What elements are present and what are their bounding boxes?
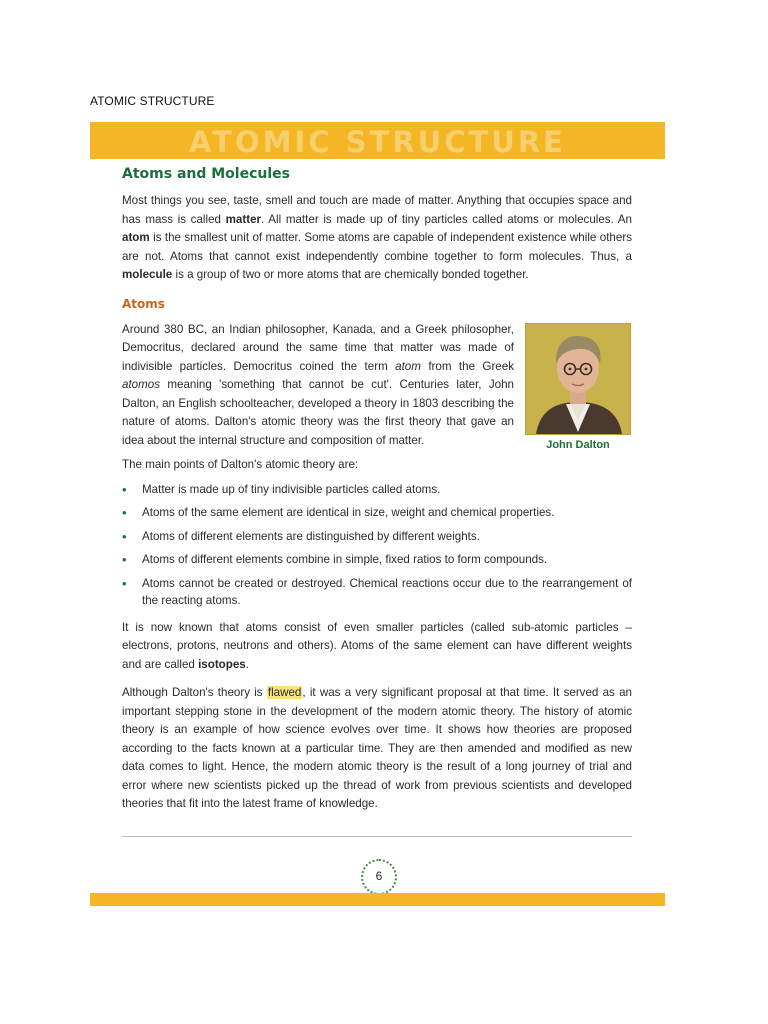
atoms-heading: Atoms [122,296,165,311]
text-run: . [245,657,249,671]
page-number-badge [361,859,397,895]
text-run: is a group of two or more atoms that are chemically bonded together. [172,268,529,281]
dalton-portrait-image [525,323,631,435]
footer-divider [122,836,632,837]
theory-points-list [122,481,632,609]
highlighted-word: flawed [267,686,302,699]
bold-term: molecule [122,268,173,281]
banner-title: ATOMIC STRUCTURE [189,125,566,159]
intro-paragraph [122,192,632,285]
list-item: • Atoms cannot be created or destroyed. Chemical reactions occur due to the rearrangement of the reacting atoms. [122,575,632,609]
bold-term: atom [122,231,150,244]
title-banner [90,122,665,159]
text-run: , it was a very significant proposal at that time. It served as an important stepping stone in the development of the modern atomic theory. The history of atomic theory is an example of how science evolves over time. It shows how theories are proposed according to the facts known at a particular time. They are then amended and modified as new data comes to light. Hence, the modern atomic theory is the result of a long journey of trial and error where new scientists picked up the thread of work from previous scientists and developed theories that fit into the latest frame of knowledge. [122,686,632,810]
text-run: It is now known that atoms consist of even smaller particles (called sub-atomic particles – electrons, protons, neutrons and others). Atoms of the same element can have different weights and are called [122,620,632,671]
text-run: from the Greek [420,359,514,373]
page-number: 6 [375,869,383,883]
list-item: • Atoms of different elements are distinguished by different weights. [122,528,632,545]
bold-term: matter [225,212,262,226]
dalton-caption: John Dalton [546,438,610,451]
dalton-figure [525,323,631,451]
text-run: meaning 'something that cannot be cut'. Centuries later, John Dalton, an English schoolteacher, developed a theory in 1803 describing the nature of atoms. Dalton's atomic theory was the first theory that gave an idea about the internal structure and composition of matter. [122,378,514,447]
text-run: Around 380 BC, an Indian philosopher, Kanada, and a Greek philosopher, Democritus, declared around the same time that matter was made of indivisible particles. Democritus coined the term [122,322,514,373]
theory-lead: The main points of Dalton's atomic theory are: [122,458,359,471]
atoms-paragraph [122,321,514,451]
footer-bar [90,893,665,906]
text-run: is the smallest unit of matter. Some atoms are capable of independent existence while others are not. Atoms that cannot exist independently combine together to form molecules. Thus, a [122,231,632,263]
dalton-flawed-paragraph [122,684,632,814]
text-run: Although Dalton's theory is [122,686,267,699]
bold-term: isotopes [198,657,246,671]
atoms-block [122,321,632,451]
section-heading: Atoms and Molecules [122,166,290,182]
page-content [122,164,632,814]
text-run: . All matter is made up of tiny particles called atoms or molecules. An [261,212,632,226]
list-item: • Atoms of the same element are identical in size, weight and chemical properties. [122,504,632,521]
document-header: ATOMIC STRUCTURE [90,94,215,108]
list-item: • Matter is made up of tiny indivisible particles called atoms. [122,481,632,498]
italic-term: atom [395,359,421,373]
text-run: Most things you see, taste, smell and touch are made of matter. Anything that occupies space and has mass is called [122,194,632,226]
list-item: • Atoms of different elements combine in simple, fixed ratios to form compounds. [122,551,632,568]
subatomic-paragraph [122,619,632,675]
italic-term: atomos [122,378,161,391]
